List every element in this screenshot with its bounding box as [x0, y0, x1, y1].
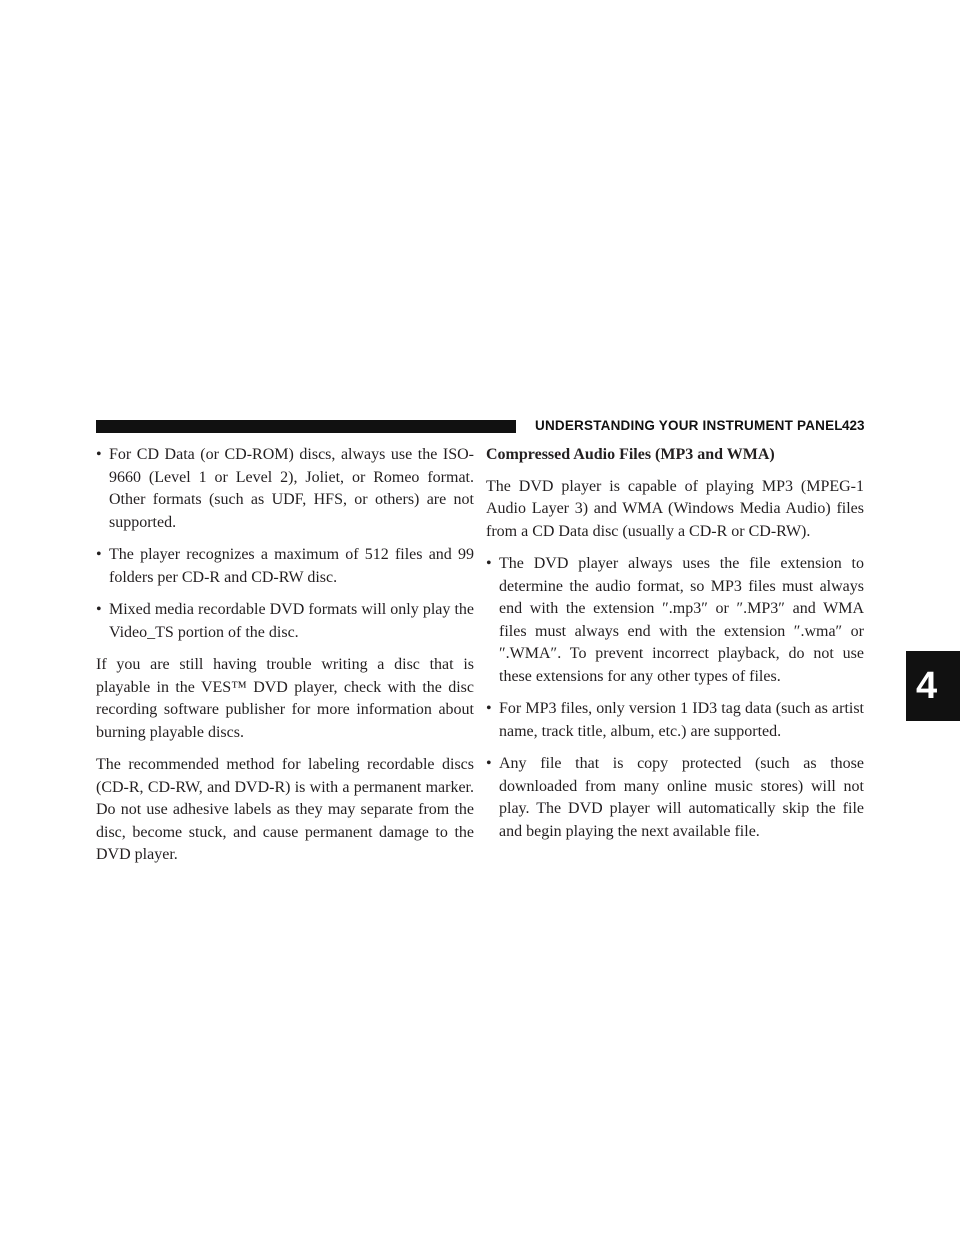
bullet-marker: •: [96, 446, 102, 463]
left-column: [96, 444, 474, 877]
page-number: 423: [842, 418, 865, 433]
header-rule: [96, 420, 516, 433]
bullet-text: For CD Data (or CD-ROM) discs, always use the ISO-9660 (Level 1 or Level 2), Joliet, or Romeo format. Other formats (such as UDF, HFS, or others) are not supported.: [109, 446, 474, 531]
list-item: [486, 553, 864, 688]
right-column: [486, 444, 864, 853]
paragraph: The recommended method for labeling recordable discs (CD-R, CD-RW, and DVD-R) is with a permanent marker. Do not use adhesive labels as they may separate from the disc, become stuck, and cause permanent damage to the DVD player.: [96, 756, 474, 863]
bullet-text: For MP3 files, only version 1 ID3 tag data (such as artist name, track title, album, etc.) are supported.: [499, 700, 864, 740]
bullet-marker: •: [486, 555, 492, 572]
section-title: UNDERSTANDING YOUR INSTRUMENT PANEL: [535, 418, 843, 433]
bullet-text: The player recognizes a maximum of 512 files and 99 folders per CD-R and CD-RW disc.: [109, 546, 474, 586]
bullet-marker: •: [96, 546, 102, 563]
paragraph: If you are still having trouble writing a disc that is playable in the VES™ DVD player, check with the disc recording software publisher for more information about burning playable discs.: [96, 656, 474, 741]
chapter-tab: 4: [906, 651, 960, 721]
list-item: [486, 698, 864, 743]
paragraph: The DVD player is capable of playing MP3 (MPEG-1 Audio Layer 3) and WMA (Windows Media Audio) files from a CD Data disc (usually a CD-R or CD-RW).: [486, 477, 864, 540]
list-item: [486, 753, 864, 843]
list-item: [96, 599, 474, 644]
list-item: [96, 544, 474, 589]
subheading: Compressed Audio Files (MP3 and WMA): [486, 446, 775, 463]
bullet-marker: •: [96, 601, 102, 618]
list-item: [96, 444, 474, 534]
bullet-marker: •: [486, 700, 492, 717]
bullet-marker: •: [486, 755, 492, 772]
bullet-text: The DVD player always uses the file extension to determine the audio format, so MP3 files must always end with the extension ″.mp3″ or ″.MP3″ and WMA files must always end with the extension ″.wma″ or ″.WMA″. To prevent incorrect playback, do not use these extensions for any other types of files.: [499, 555, 864, 685]
bullet-text: Any file that is copy protected (such as those downloaded from many online music stores) will not play. The DVD player will automatically skip the file and begin playing the next available file.: [499, 755, 864, 840]
bullet-text: Mixed media recordable DVD formats will only play the Video_TS portion of the disc.: [109, 601, 474, 641]
